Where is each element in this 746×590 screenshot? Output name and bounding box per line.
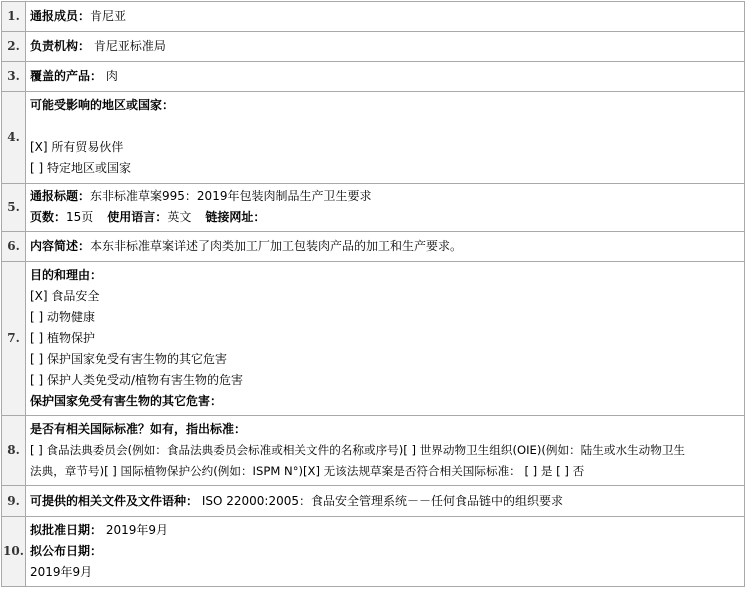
responsible-agency-cell bbox=[26, 32, 745, 62]
row-number: 6. bbox=[2, 232, 26, 262]
option-protect-territory: [ ] 保护国家免受有害生物的其它危害 bbox=[30, 352, 227, 366]
field-label: 覆盖的产品： bbox=[30, 69, 103, 83]
table-row bbox=[2, 486, 745, 517]
objective-rationale-cell bbox=[26, 262, 745, 416]
notification-title-cell bbox=[26, 184, 745, 232]
table-row bbox=[2, 184, 745, 232]
option-food-safety: [X] 食品安全 bbox=[30, 289, 100, 303]
notifying-member-cell bbox=[26, 2, 745, 32]
field-label: 内容简述： bbox=[30, 239, 91, 253]
notification-table bbox=[1, 1, 745, 587]
row-number: 8. bbox=[2, 416, 26, 486]
table-row bbox=[2, 262, 745, 416]
description-cell bbox=[26, 232, 745, 262]
table-row bbox=[2, 2, 745, 32]
field-value: 肉 bbox=[102, 69, 118, 83]
products-covered-cell bbox=[26, 62, 745, 92]
table-row bbox=[2, 517, 745, 587]
affected-regions-cell bbox=[26, 92, 745, 184]
row-number: 1. bbox=[2, 2, 26, 32]
row-number: 5. bbox=[2, 184, 26, 232]
row-number: 2. bbox=[2, 32, 26, 62]
field-value: ISO 22000:2005：食品安全管理系统－－任何食品链中的组织要求 bbox=[198, 493, 564, 508]
row-number: 7. bbox=[2, 262, 26, 416]
field-label: 保护国家免受有害生物的其它危害： bbox=[30, 394, 223, 408]
approval-date: 2019年9月 bbox=[102, 523, 169, 537]
notification-title: 东非标准草案995：2019年包装肉制品生产卫生要求 bbox=[90, 189, 372, 203]
field-label: 使用语言： bbox=[107, 210, 168, 224]
option-protect-humans: [ ] 保护人类免受动/植物有害生物的危害 bbox=[30, 373, 244, 387]
field-value: 本东非标准草案详述了肉类加工厂加工包装肉产品的加工和生产要求。 bbox=[90, 239, 463, 253]
field-value: 肯尼亚 bbox=[90, 9, 127, 23]
language: 英文 bbox=[167, 210, 192, 224]
field-label: 拟批准日期： bbox=[30, 523, 103, 537]
row-number: 4. bbox=[2, 92, 26, 184]
field-label: 通报标题： bbox=[30, 189, 91, 203]
documents-cell bbox=[26, 486, 745, 517]
table-row bbox=[2, 232, 745, 262]
field-label: 目的和理由： bbox=[30, 268, 103, 282]
standard-options-line-1: [ ] 食品法典委员会(例如：食品法典委员会标准或相关文件的名称或序号)[ ] 世界动物卫生组织(OIE)(例如：陆生或水生动物卫生 bbox=[30, 443, 686, 457]
field-value: 肯尼亚标准局 bbox=[90, 39, 166, 53]
field-label: 可能受影响的地区或国家： bbox=[30, 98, 175, 112]
option-plant-protection: [ ] 植物保护 bbox=[30, 331, 95, 345]
table-row bbox=[2, 62, 745, 92]
table-row bbox=[2, 92, 745, 184]
dates-cell bbox=[26, 517, 745, 587]
international-standard-cell bbox=[26, 416, 745, 486]
standard-options-line-2: 法典，章节号)[ ] 国际植物保护公约(例如：ISPM N°)[X] 无该法规草案是否符合相关国际标准： [ ] 是 [ ] 否 bbox=[30, 464, 585, 478]
field-label: 通报成员： bbox=[30, 9, 91, 23]
field-label: 页数： bbox=[30, 210, 67, 224]
row-number: 3. bbox=[2, 62, 26, 92]
field-label: 可提供的相关文件及文件语种： bbox=[30, 493, 199, 508]
publication-date: 2019年9月 bbox=[30, 565, 93, 579]
page-count: 15页 bbox=[66, 210, 94, 224]
table-row bbox=[2, 416, 745, 486]
link-label: 链接网址： bbox=[205, 210, 266, 224]
option-specific-regions: [ ] 特定地区或国家 bbox=[30, 161, 131, 175]
row-number: 10. bbox=[2, 517, 26, 587]
field-label: 是否有相关国际标准？如有，指出标准： bbox=[30, 422, 247, 436]
table-row bbox=[2, 32, 745, 62]
field-label: 拟公布日期： bbox=[30, 544, 103, 558]
option-all-trading-partners: [X] 所有贸易伙伴 bbox=[30, 140, 124, 154]
row-number: 9. bbox=[2, 486, 26, 517]
option-animal-health: [ ] 动物健康 bbox=[30, 310, 95, 324]
field-label: 负责机构： bbox=[30, 39, 91, 53]
